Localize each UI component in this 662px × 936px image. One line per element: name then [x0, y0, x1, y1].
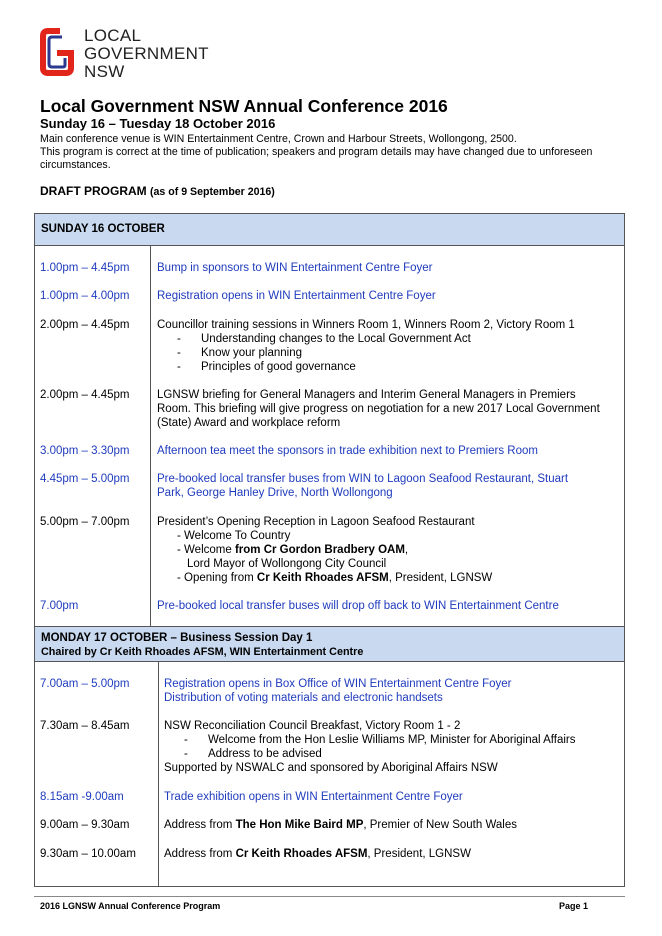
session-description: NSW Reconciliation Council Breakfast, Victory Room 1 - 2 - Welcome from the Hon Leslie Williams MP, Minister for Aboriginal Affairs - Address to be advised Supported by NSWALC and sponsored by Aboriginal Affairs NSW: [164, 719, 624, 775]
list-item-continuation: Lord Mayor of Wollongong City Council: [187, 558, 387, 570]
session-description: President’s Opening Reception in Lagoon Seafood Restaurant - Welcome To Country - Welcome from Cr Gordon Bradbery OAM, Lord Mayor of Wollongong City Council - Opening from Cr Keith Rhoades AFSM, President, LGNSW: [157, 515, 617, 585]
list-item: - Welcome from the Hon Leslie Williams MP, Minister for Aboriginal Affairs: [184, 734, 576, 746]
list-item: - Welcome To Country: [177, 530, 291, 542]
session-description: Bump in sponsors to WIN Entertainment Centre Foyer: [157, 262, 433, 274]
list-item: - Address to be advised: [184, 748, 322, 760]
list-item: - Welcome from Cr Gordon Bradbery OAM,: [177, 544, 409, 556]
draft-date-note: (as of 9 September 2016): [150, 186, 275, 198]
session-time: 1.00pm – 4.00pm: [40, 290, 130, 302]
monday-section-header: [34, 626, 625, 662]
session-bullet-list: [184, 733, 624, 761]
session-time: 2.00pm – 4.45pm: [40, 389, 130, 401]
disclaimer-text: This program is correct at the time of publication; speakers and program details may have changed due to unforeseen circumstances.: [40, 146, 593, 171]
footer-divider: [34, 896, 625, 897]
session-time: 8.15am -9.00am: [40, 791, 124, 803]
draft-program-heading: DRAFT PROGRAM (as of 9 September 2016): [40, 184, 275, 198]
session-description: Registration opens in Box Office of WIN Entertainment Centre Foyer Distribution of voting materials and electronic handsets: [164, 678, 512, 704]
session-time: 9.00am – 9.30am: [40, 819, 130, 831]
session-bullet-list: [177, 332, 617, 374]
session-description: Afternoon tea meet the sponsors in trade exhibition next to Premiers Room: [157, 445, 538, 457]
session-time: 9.30am – 10.00am: [40, 848, 136, 860]
venue-text: Main conference venue is WIN Entertainment Centre, Crown and Harbour Streets, Wollongong, 2500.: [40, 133, 517, 145]
session-bullet-list: [177, 529, 617, 585]
session-description: Trade exhibition opens in WIN Entertainment Centre Foyer: [164, 791, 463, 803]
session-description: Pre-booked local transfer buses from WIN to Lagoon Seafood Restaurant, Stuart Park, George Hanley Drive, North Wollongong: [157, 473, 569, 499]
session-description: Address from Cr Keith Rhoades AFSM, President, LGNSW: [164, 848, 471, 860]
session-description: Registration opens in WIN Entertainment Centre Foyer: [157, 290, 436, 302]
session-time: 4.45pm – 5.00pm: [40, 473, 130, 485]
session-description: LGNSW briefing for General Managers and Interim General Managers in Premiers Room. This briefing will give progress on negotiation for a new 2017 Local Government (State) Award and workplace reform: [157, 389, 600, 429]
session-description: Pre-booked local transfer buses will drop off back to WIN Entertainment Centre: [157, 600, 559, 612]
lgnsw-logo: [40, 27, 240, 83]
session-time: 5.00pm – 7.00pm: [40, 516, 130, 528]
page-title: Local Government NSW Annual Conference 2016: [40, 96, 448, 116]
footer-page-number: Page 1: [558, 901, 588, 911]
list-item: - Opening from Cr Keith Rhoades AFSM, President, LGNSW: [177, 572, 493, 584]
session-time: 7.00am – 5.00pm: [40, 678, 130, 690]
logo-wordmark: LOCAL GOVERNMENT NSW: [84, 26, 209, 81]
sunday-section-header: [34, 213, 625, 246]
monday-column-divider: [158, 661, 159, 887]
session-time: 1.00pm – 4.45pm: [40, 262, 130, 274]
sunday-heading: SUNDAY 16 OCTOBER: [41, 223, 165, 235]
session-description: Address from The Hon Mike Baird MP, Premier of New South Wales: [164, 819, 517, 831]
session-time: 2.00pm – 4.45pm: [40, 319, 130, 331]
list-item: - Principles of good governance: [177, 361, 356, 373]
monday-heading: MONDAY 17 OCTOBER – Business Session Day 1: [41, 632, 313, 644]
monday-subheading: Chaired by Cr Keith Rhoades AFSM, WIN Entertainment Centre: [41, 646, 364, 658]
sunday-column-divider: [150, 245, 151, 627]
conference-dates: Sunday 16 – Tuesday 18 October 2016: [40, 116, 276, 131]
footer-document-title: 2016 LGNSW Annual Conference Program: [40, 901, 221, 911]
list-item: - Understanding changes to the Local Government Act: [177, 333, 471, 345]
lgnsw-g-logo-icon: [40, 27, 74, 77]
session-time: 7.30am – 8.45am: [40, 720, 130, 732]
session-time: 7.00pm: [40, 600, 79, 612]
session-time: 3.00pm – 3.30pm: [40, 445, 130, 457]
session-description: Councillor training sessions in Winners Room 1, Winners Room 2, Victory Room 1 - Understanding changes to the Local Government Act - Know your planning - Principles of good governance: [157, 318, 617, 374]
list-item: - Know your planning: [177, 347, 303, 359]
